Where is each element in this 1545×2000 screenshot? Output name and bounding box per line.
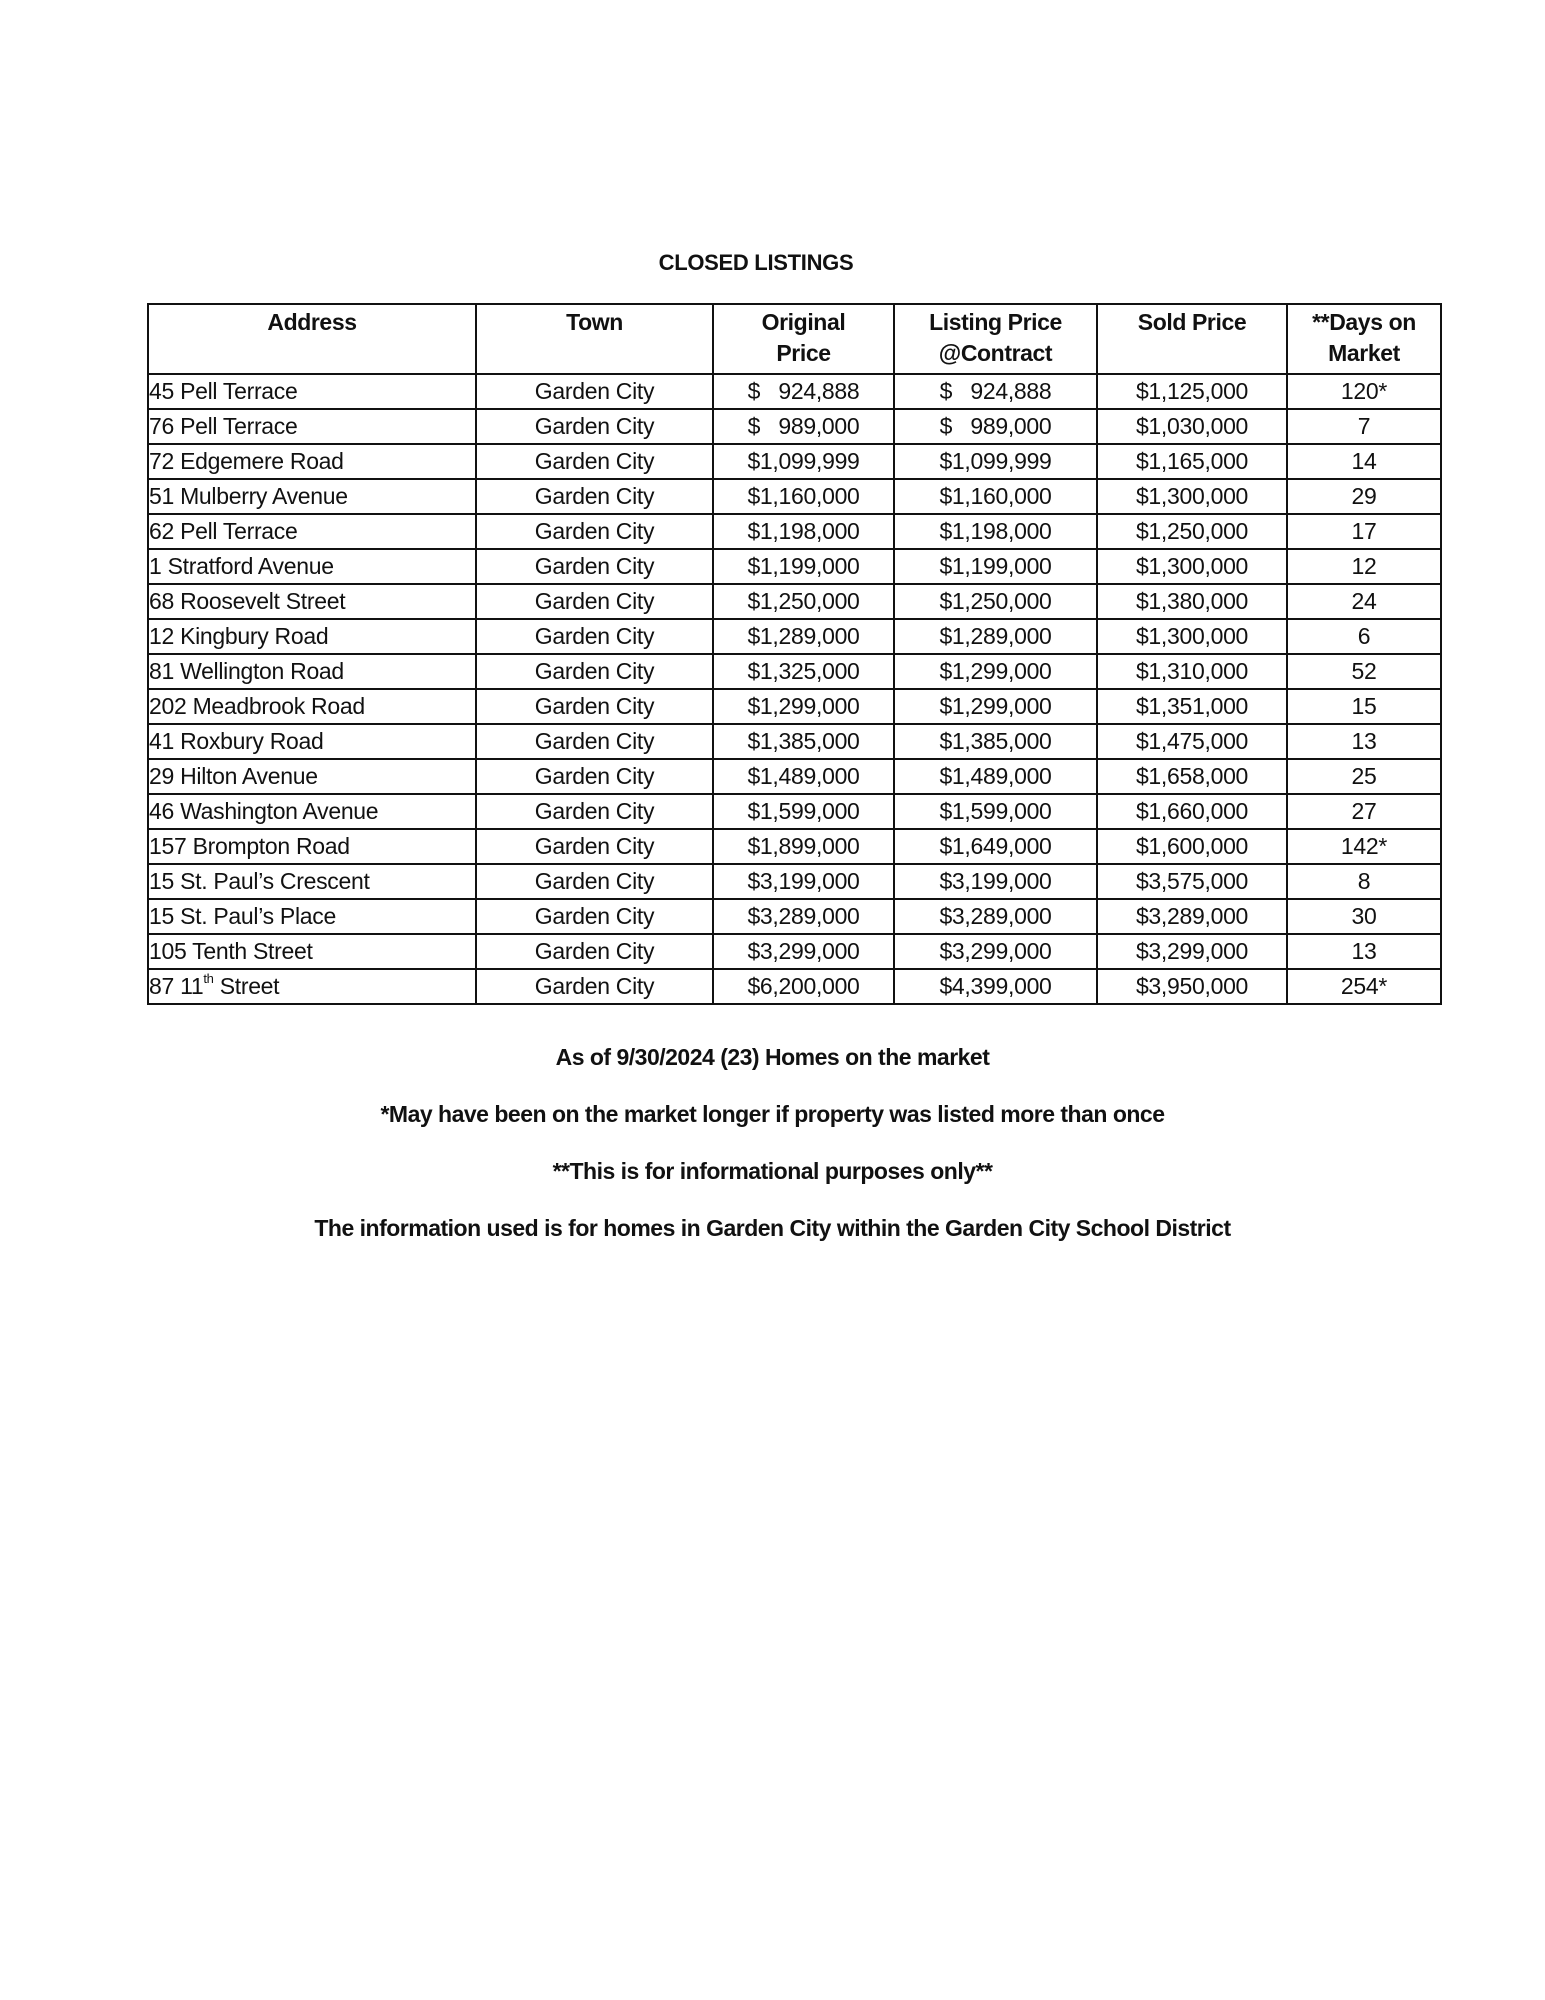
cell-days-on-market: 7 (1287, 409, 1441, 444)
cell-town: Garden City (476, 654, 713, 689)
cell-days-on-market: 13 (1287, 934, 1441, 969)
cell-town: Garden City (476, 759, 713, 794)
column-header-town: Town (476, 304, 713, 374)
cell-sold-price: $1,030,000 (1097, 409, 1287, 444)
cell-listing-price: $1,299,000 (894, 689, 1097, 724)
cell-address: 45 Pell Terrace (148, 374, 476, 409)
cell-listing-price: $3,289,000 (894, 899, 1097, 934)
cell-listing-price: $1,099,999 (894, 444, 1097, 479)
cell-sold-price: $1,300,000 (1097, 619, 1287, 654)
cell-days-on-market: 254* (1287, 969, 1441, 1004)
cell-sold-price: $1,250,000 (1097, 514, 1287, 549)
cell-town: Garden City (476, 444, 713, 479)
column-header-original-price: Original Price (713, 304, 894, 374)
cell-sold-price: $3,950,000 (1097, 969, 1287, 1004)
cell-original-price: $1,099,999 (713, 444, 894, 479)
table-row (148, 899, 1441, 934)
cell-address: 68 Roosevelt Street (148, 584, 476, 619)
cell-days-on-market: 25 (1287, 759, 1441, 794)
cell-days-on-market: 6 (1287, 619, 1441, 654)
cell-address: 62 Pell Terrace (148, 514, 476, 549)
cell-original-price: $1,160,000 (713, 479, 894, 514)
cell-listing-price: $1,289,000 (894, 619, 1097, 654)
closed-listings-table (147, 303, 1442, 1005)
table-row (148, 829, 1441, 864)
table-row (148, 619, 1441, 654)
cell-days-on-market: 17 (1287, 514, 1441, 549)
cell-address: 51 Mulberry Avenue (148, 479, 476, 514)
cell-original-price: $1,385,000 (713, 724, 894, 759)
table-row (148, 654, 1441, 689)
cell-original-price: $1,599,000 (713, 794, 894, 829)
cell-original-price: $1,289,000 (713, 619, 894, 654)
cell-sold-price: $1,660,000 (1097, 794, 1287, 829)
cell-town: Garden City (476, 374, 713, 409)
cell-sold-price: $1,380,000 (1097, 584, 1287, 619)
district-note: The information used is for homes in Garden City within the Garden City School District (314, 1215, 1231, 1241)
cell-original-price: $1,198,000 (713, 514, 894, 549)
cell-town: Garden City (476, 864, 713, 899)
cell-days-on-market: 15 (1287, 689, 1441, 724)
cell-listing-price: $1,160,000 (894, 479, 1097, 514)
cell-original-price: $1,299,000 (713, 689, 894, 724)
cell-original-price: $1,199,000 (713, 549, 894, 584)
cell-town: Garden City (476, 934, 713, 969)
cell-address: 87 11th Street (148, 969, 476, 1004)
cell-sold-price: $3,289,000 (1097, 899, 1287, 934)
cell-address: 76 Pell Terrace (148, 409, 476, 444)
cell-sold-price: $1,658,000 (1097, 759, 1287, 794)
cell-original-price: $6,200,000 (713, 969, 894, 1004)
cell-town: Garden City (476, 549, 713, 584)
cell-town: Garden City (476, 584, 713, 619)
column-header-sold-price: Sold Price (1097, 304, 1287, 374)
cell-listing-price: $3,199,000 (894, 864, 1097, 899)
table-row (148, 934, 1441, 969)
table-row (148, 689, 1441, 724)
cell-original-price: $3,299,000 (713, 934, 894, 969)
column-header-address: Address (148, 304, 476, 374)
cell-sold-price: $3,299,000 (1097, 934, 1287, 969)
cell-days-on-market: 8 (1287, 864, 1441, 899)
cell-original-price: $1,325,000 (713, 654, 894, 689)
table-row (148, 374, 1441, 409)
cell-address: 105 Tenth Street (148, 934, 476, 969)
cell-town: Garden City (476, 479, 713, 514)
table-header-row (148, 304, 1441, 374)
cell-days-on-market: 52 (1287, 654, 1441, 689)
document-title: CLOSED LISTINGS (658, 250, 854, 275)
market-longer-note: *May have been on the market longer if property was listed more than once (380, 1101, 1165, 1127)
cell-original-price: $1,489,000 (713, 759, 894, 794)
cell-sold-price: $1,310,000 (1097, 654, 1287, 689)
cell-address: 15 St. Paul’s Place (148, 899, 476, 934)
cell-town: Garden City (476, 899, 713, 934)
table-row (148, 479, 1441, 514)
cell-address: 15 St. Paul’s Crescent (148, 864, 476, 899)
table-row (148, 584, 1441, 619)
informational-note: **This is for informational purposes only** (552, 1158, 993, 1184)
cell-original-price: $1,899,000 (713, 829, 894, 864)
cell-sold-price: $1,300,000 (1097, 549, 1287, 584)
cell-original-price: $3,199,000 (713, 864, 894, 899)
table-row (148, 794, 1441, 829)
cell-listing-price: $ 989,000 (894, 409, 1097, 444)
cell-listing-price: $3,299,000 (894, 934, 1097, 969)
cell-listing-price: $ 924,888 (894, 374, 1097, 409)
cell-town: Garden City (476, 619, 713, 654)
cell-sold-price: $1,300,000 (1097, 479, 1287, 514)
cell-address: 29 Hilton Avenue (148, 759, 476, 794)
cell-sold-price: $3,575,000 (1097, 864, 1287, 899)
cell-town: Garden City (476, 514, 713, 549)
cell-days-on-market: 142* (1287, 829, 1441, 864)
cell-town: Garden City (476, 969, 713, 1004)
cell-original-price: $ 989,000 (713, 409, 894, 444)
cell-sold-price: $1,475,000 (1097, 724, 1287, 759)
cell-listing-price: $1,250,000 (894, 584, 1097, 619)
table-row (148, 969, 1441, 1004)
cell-sold-price: $1,165,000 (1097, 444, 1287, 479)
cell-town: Garden City (476, 724, 713, 759)
cell-address: 157 Brompton Road (148, 829, 476, 864)
cell-town: Garden City (476, 689, 713, 724)
cell-original-price: $3,289,000 (713, 899, 894, 934)
cell-days-on-market: 27 (1287, 794, 1441, 829)
cell-listing-price: $1,299,000 (894, 654, 1097, 689)
cell-days-on-market: 30 (1287, 899, 1441, 934)
table-row (148, 724, 1441, 759)
table-row (148, 514, 1441, 549)
cell-listing-price: $1,649,000 (894, 829, 1097, 864)
cell-town: Garden City (476, 794, 713, 829)
cell-days-on-market: 29 (1287, 479, 1441, 514)
cell-address: 72 Edgemere Road (148, 444, 476, 479)
notes-section (0, 1038, 1545, 1266)
cell-town: Garden City (476, 409, 713, 444)
column-header-days-on-market: **Days on Market (1287, 304, 1441, 374)
cell-sold-price: $1,351,000 (1097, 689, 1287, 724)
cell-sold-price: $1,600,000 (1097, 829, 1287, 864)
cell-address: 1 Stratford Avenue (148, 549, 476, 584)
table-row (148, 864, 1441, 899)
cell-days-on-market: 24 (1287, 584, 1441, 619)
cell-address: 202 Meadbrook Road (148, 689, 476, 724)
cell-sold-price: $1,125,000 (1097, 374, 1287, 409)
cell-days-on-market: 12 (1287, 549, 1441, 584)
table-row (148, 759, 1441, 794)
table-row (148, 409, 1441, 444)
cell-listing-price: $1,489,000 (894, 759, 1097, 794)
column-header-listing-price: Listing Price @Contract (894, 304, 1097, 374)
cell-original-price: $1,250,000 (713, 584, 894, 619)
cell-days-on-market: 13 (1287, 724, 1441, 759)
table-row (148, 549, 1441, 584)
cell-listing-price: $1,198,000 (894, 514, 1097, 549)
as-of-note: As of 9/30/2024 (23) Homes on the market (555, 1044, 990, 1070)
cell-original-price: $ 924,888 (713, 374, 894, 409)
cell-address: 46 Washington Avenue (148, 794, 476, 829)
cell-listing-price: $1,199,000 (894, 549, 1097, 584)
cell-address: 41 Roxbury Road (148, 724, 476, 759)
cell-days-on-market: 14 (1287, 444, 1441, 479)
cell-days-on-market: 120* (1287, 374, 1441, 409)
table-body (148, 374, 1441, 1004)
table-row (148, 444, 1441, 479)
cell-listing-price: $4,399,000 (894, 969, 1097, 1004)
cell-address: 12 Kingbury Road (148, 619, 476, 654)
cell-listing-price: $1,599,000 (894, 794, 1097, 829)
cell-address: 81 Wellington Road (148, 654, 476, 689)
cell-town: Garden City (476, 829, 713, 864)
cell-listing-price: $1,385,000 (894, 724, 1097, 759)
